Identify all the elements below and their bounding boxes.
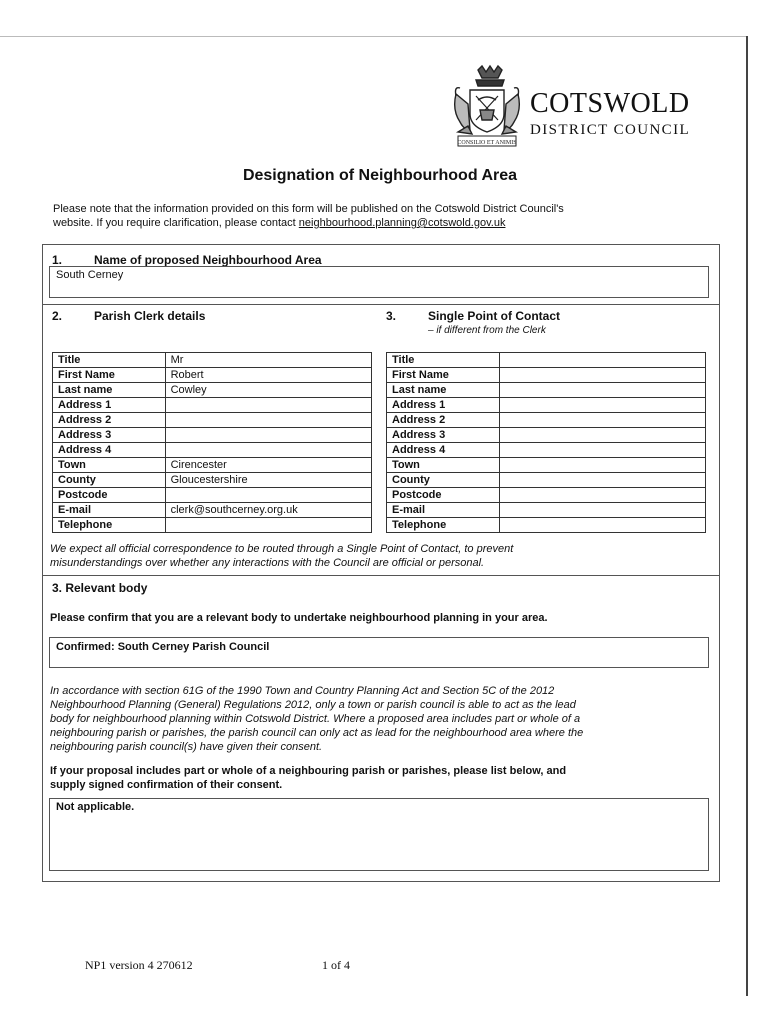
legal-note-line-5: neighbouring parish council(s) have given their consent. xyxy=(50,741,323,753)
contact-field-label: Title xyxy=(387,353,500,368)
legal-note-line-4: neighbouring parish or parishes, the parish council can only act as lead for the neighbourhood area where the xyxy=(50,727,584,739)
contact-field-row xyxy=(387,518,706,533)
legal-note-line-3: body for neighbourhood planning within Cotswold District. Where a proposed area includes part or whole of a xyxy=(50,713,581,725)
relevant-body-confirmation-value: Confirmed: South Cerney Parish Council xyxy=(56,641,270,653)
clerk-field-label: Address 3 xyxy=(53,428,166,443)
clerk-field-value[interactable]: Robert xyxy=(165,368,371,383)
clerk-field-label: Last name xyxy=(53,383,166,398)
clerk-field-row xyxy=(53,428,372,443)
clerk-field-label: Postcode xyxy=(53,488,166,503)
clerk-field-value[interactable] xyxy=(165,428,371,443)
clerk-field-value[interactable] xyxy=(165,413,371,428)
contact-field-value[interactable] xyxy=(499,398,705,413)
publication-note xyxy=(53,202,713,230)
contact-field-value[interactable] xyxy=(499,368,705,383)
relevant-body-confirmation-field[interactable] xyxy=(49,637,709,668)
clerk-field-label: First Name xyxy=(53,368,166,383)
legal-note xyxy=(50,684,715,754)
note-line-1: Please note that the information provided on this form will be published on the Cotswold District Council's xyxy=(53,203,564,215)
neighbourhood-area-name-value: South Cerney xyxy=(56,269,124,281)
clerk-field-value[interactable]: Cowley xyxy=(165,383,371,398)
form-version: NP1 version 4 270612 xyxy=(85,958,193,972)
contact-field-label: Town xyxy=(387,458,500,473)
contact-field-label: Address 3 xyxy=(387,428,500,443)
clerk-field-label: County xyxy=(53,473,166,488)
clerk-field-value[interactable] xyxy=(165,443,371,458)
contact-field-row xyxy=(387,428,706,443)
neighbouring-parishes-value: Not applicable. xyxy=(56,801,135,813)
contact-field-row xyxy=(387,368,706,383)
clerk-field-label: Address 2 xyxy=(53,413,166,428)
clerk-field-label: Telephone xyxy=(53,518,166,533)
contact-field-label: Address 2 xyxy=(387,413,500,428)
council-motto: CONSILIO ET ANIMIS xyxy=(457,140,517,146)
clerk-field-label: Address 1 xyxy=(53,398,166,413)
contact-field-value[interactable] xyxy=(499,488,705,503)
contact-field-label: Postcode xyxy=(387,488,500,503)
contact-field-value[interactable] xyxy=(499,443,705,458)
correspondence-note-line-1: We expect all official correspondence to be routed through a Single Point of Contact, to prevent xyxy=(50,543,514,555)
neighbouring-parish-instruction xyxy=(50,764,715,792)
contact-field-row xyxy=(387,473,706,488)
contact-field-value[interactable] xyxy=(499,383,705,398)
legal-note-line-1: In accordance with section 61G of the 1990 Town and Country Planning Act and Section 5C of the 2012 xyxy=(50,685,555,697)
contact-field-value[interactable] xyxy=(499,518,705,533)
section-1-title: Name of proposed Neighbourhood Area xyxy=(94,253,322,267)
clerk-field-value[interactable]: Mr xyxy=(165,353,371,368)
section-2-number: 2. xyxy=(52,309,63,323)
clerk-field-label: Address 4 xyxy=(53,443,166,458)
clerk-field-label: Title xyxy=(53,353,166,368)
clerk-field-value[interactable]: Cirencester xyxy=(165,458,371,473)
section-3-contact-number: 3. xyxy=(386,309,397,323)
neighbouring-parishes-field[interactable] xyxy=(49,798,709,871)
clerk-field-row xyxy=(53,458,372,473)
neighbourhood-area-name-field[interactable] xyxy=(49,266,709,298)
clerk-field-value[interactable] xyxy=(165,518,371,533)
clerk-field-row xyxy=(53,518,372,533)
contact-field-label: Address 4 xyxy=(387,443,500,458)
section-2-title: Parish Clerk details xyxy=(94,309,206,323)
page-number: 1 of 4 xyxy=(322,958,350,972)
clerk-field-row xyxy=(53,473,372,488)
contact-field-value[interactable] xyxy=(499,428,705,443)
scan-top-edge xyxy=(0,36,748,37)
council-name: COTSWOLD xyxy=(530,88,690,119)
clerk-field-row xyxy=(53,368,372,383)
clerk-field-row xyxy=(53,503,372,518)
contact-field-row xyxy=(387,383,706,398)
clerk-field-row xyxy=(53,488,372,503)
clerk-field-label: E-mail xyxy=(53,503,166,518)
contact-field-row xyxy=(387,353,706,368)
neighbouring-instruction-line-1: If your proposal includes part or whole of a neighbouring parish or parishes, please list below, and xyxy=(50,765,567,777)
note-line-2-text: website. If you require clarification, please contact xyxy=(53,217,299,229)
neighbouring-instruction-line-2: supply signed confirmation of their consent. xyxy=(50,779,283,791)
clerk-field-row xyxy=(53,443,372,458)
clerk-field-value[interactable]: Gloucestershire xyxy=(165,473,371,488)
council-subtitle: DISTRICT COUNCIL xyxy=(530,122,691,138)
contact-field-label: County xyxy=(387,473,500,488)
contact-field-row xyxy=(387,443,706,458)
divider-2 xyxy=(42,575,719,576)
contact-field-label: First Name xyxy=(387,368,500,383)
single-contact-table xyxy=(386,352,706,533)
section-3-contact-subtitle: – if different from the Clerk xyxy=(428,325,546,336)
section-1-number: 1. xyxy=(52,253,63,267)
contact-field-row xyxy=(387,488,706,503)
contact-field-row xyxy=(387,398,706,413)
clerk-field-row xyxy=(53,353,372,368)
contact-field-label: Telephone xyxy=(387,518,500,533)
page-title: Designation of Neighbourhood Area xyxy=(242,167,518,184)
legal-note-line-2: Neighbourhood Planning (General) Regulations 2012, only a town or parish council is able to act as the lead xyxy=(50,699,576,711)
contact-field-value[interactable] xyxy=(499,458,705,473)
contact-field-row xyxy=(387,458,706,473)
correspondence-note xyxy=(50,542,710,570)
contact-field-label: E-mail xyxy=(387,503,500,518)
contact-field-value[interactable] xyxy=(499,503,705,518)
clerk-field-value[interactable] xyxy=(165,398,371,413)
contact-field-row xyxy=(387,413,706,428)
contact-field-value[interactable] xyxy=(499,353,705,368)
clerk-field-row xyxy=(53,383,372,398)
contact-field-row xyxy=(387,503,706,518)
clerk-field-value[interactable]: clerk@southcerney.org.uk xyxy=(165,503,371,518)
correspondence-note-line-2: misunderstandings over whether any interactions with the Council are official or personal. xyxy=(50,557,485,569)
contact-field-value[interactable] xyxy=(499,413,705,428)
council-logo xyxy=(448,64,738,154)
council-crest-icon xyxy=(448,64,526,152)
contact-email-link[interactable]: neighbourhood.planning@cotswold.gov.uk xyxy=(298,217,506,229)
contact-field-label: Last name xyxy=(387,383,500,398)
clerk-field-row xyxy=(53,413,372,428)
note-line-2 xyxy=(53,216,713,230)
contact-field-value[interactable] xyxy=(499,473,705,488)
section-3-contact-title: Single Point of Contact xyxy=(428,309,560,323)
clerk-field-label: Town xyxy=(53,458,166,473)
relevant-body-instruction: Please confirm that you are a relevant body to undertake neighbourhood planning in your area. xyxy=(50,612,548,624)
contact-field-label: Address 1 xyxy=(387,398,500,413)
parish-clerk-table xyxy=(52,352,372,533)
clerk-field-value[interactable] xyxy=(165,488,371,503)
section-3-relevant-heading: 3. Relevant body xyxy=(52,581,148,595)
clerk-field-row xyxy=(53,398,372,413)
divider-1 xyxy=(42,304,719,305)
